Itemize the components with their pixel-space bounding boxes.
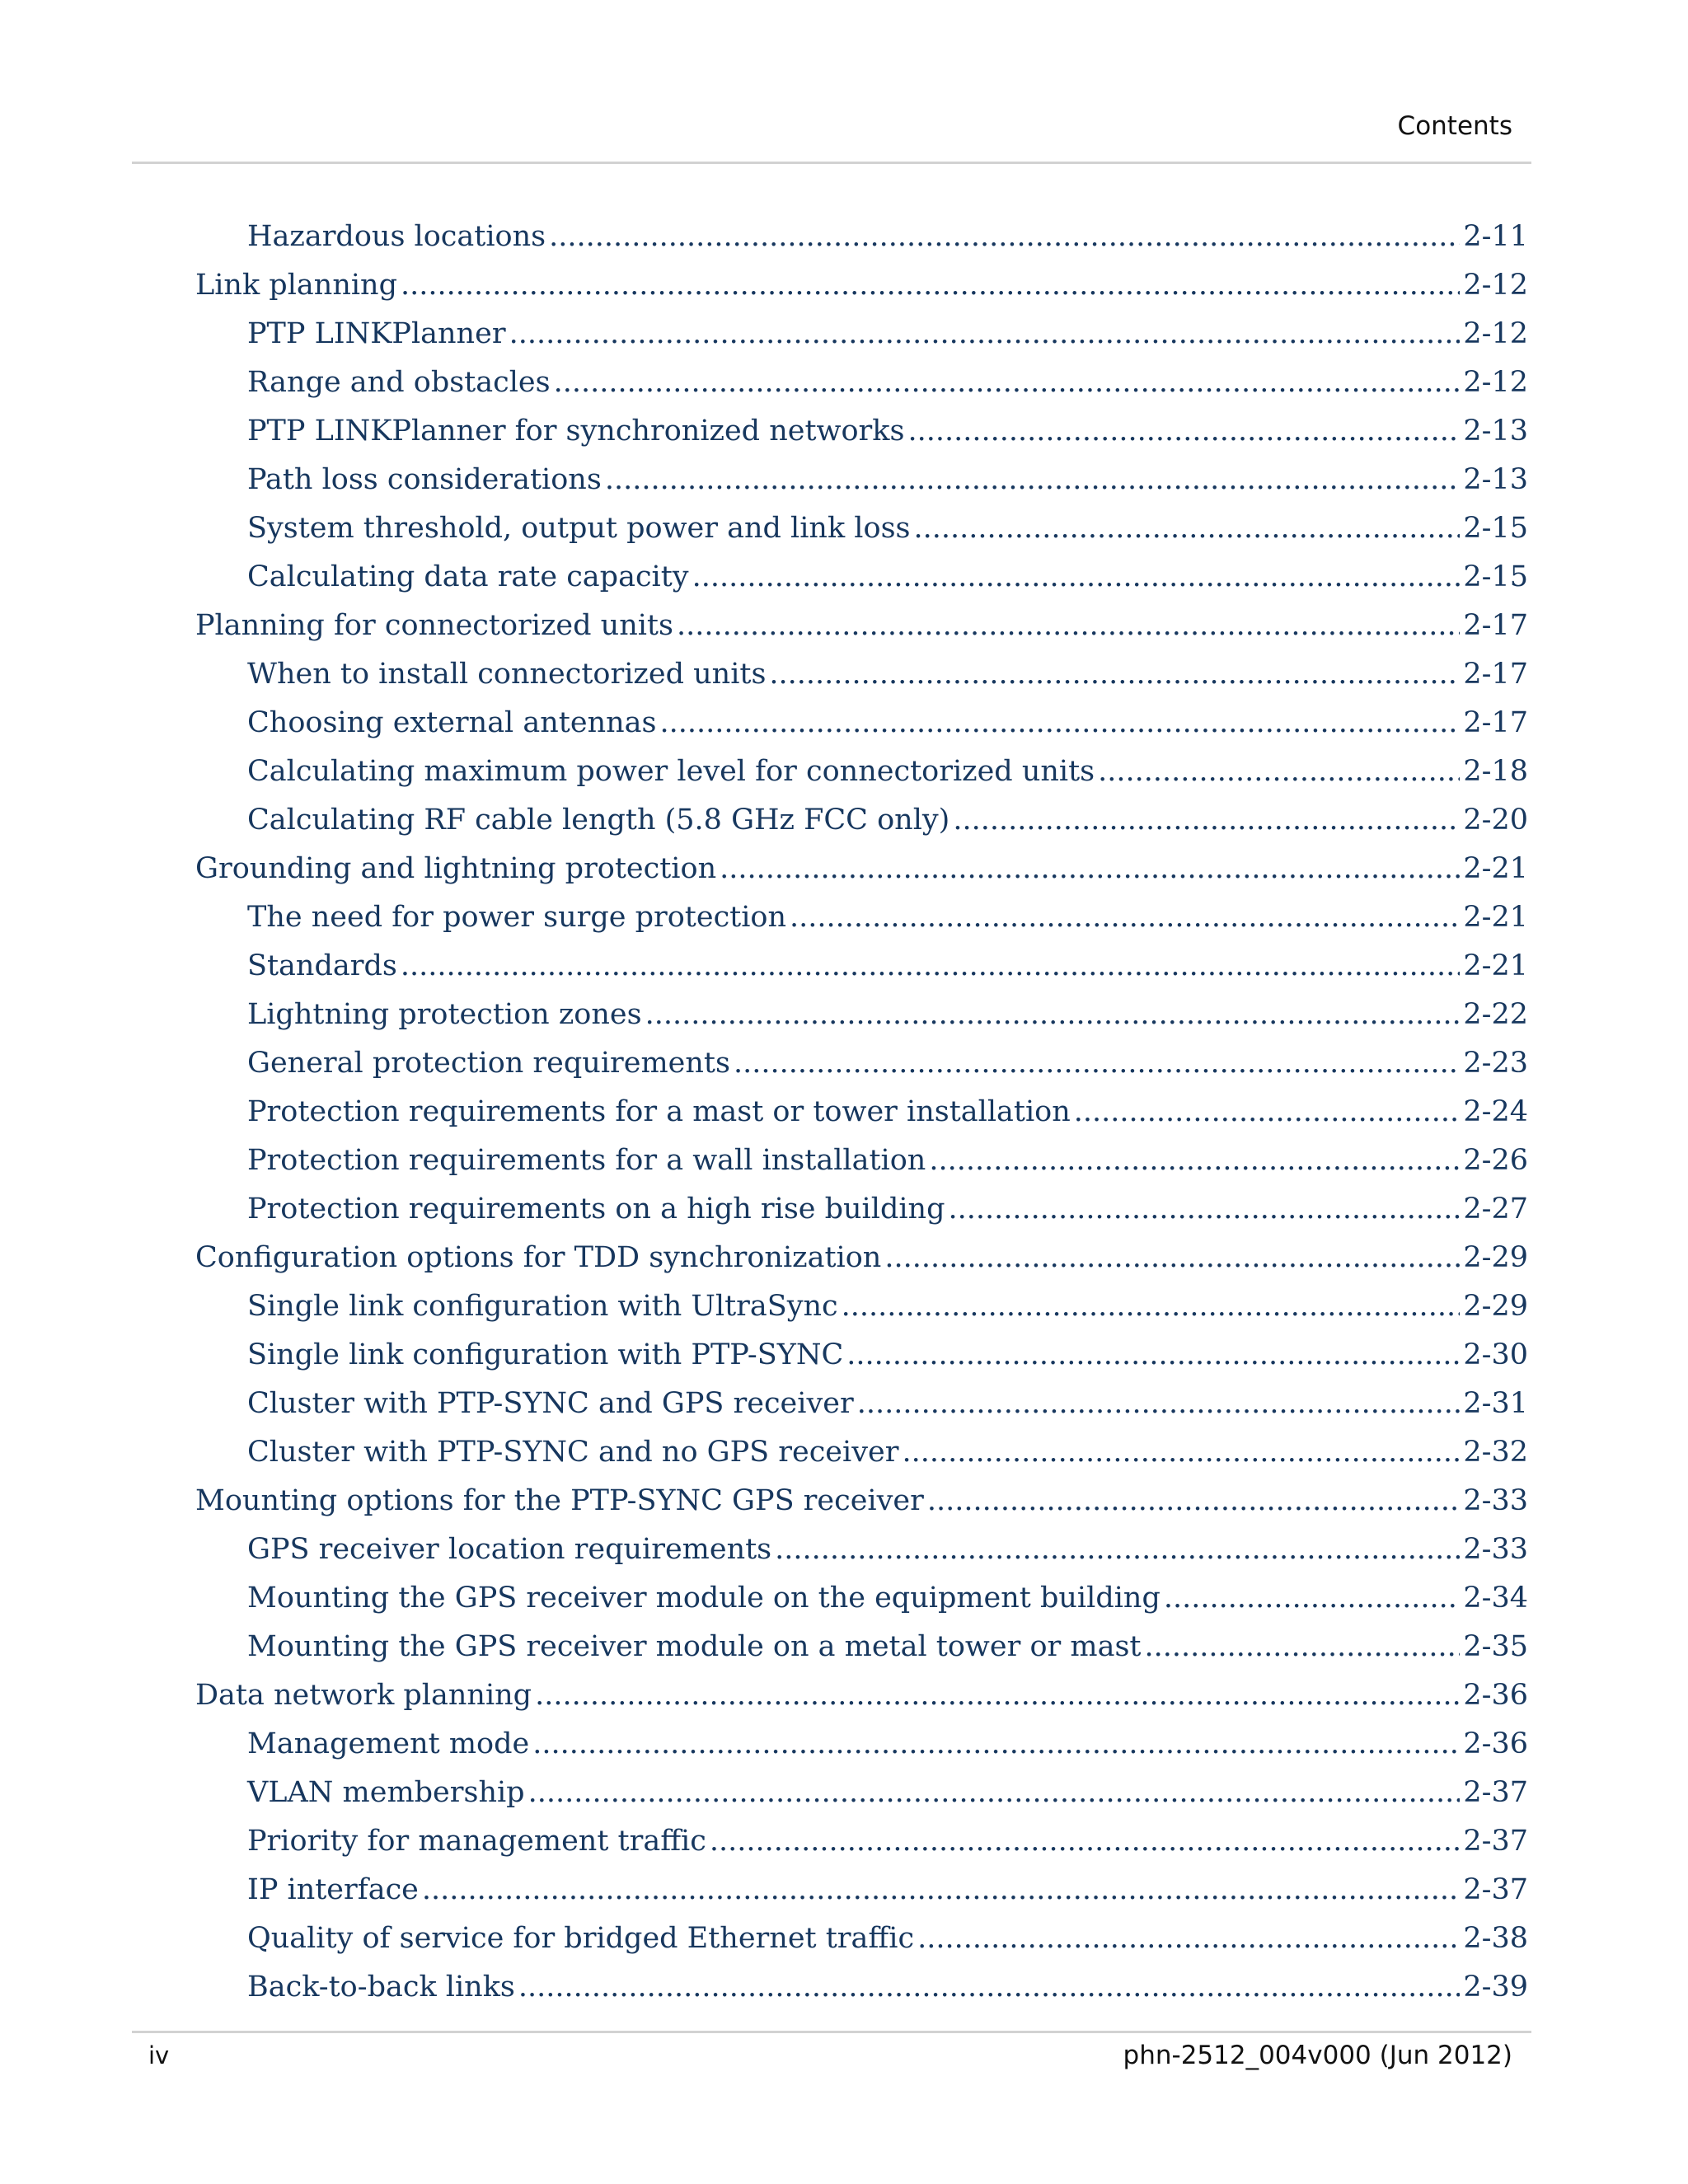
toc-entry[interactable] [195, 602, 1528, 650]
toc-entry[interactable] [195, 1234, 1528, 1282]
toc-entry-title: PTP LINKPlanner for synchronized networks [247, 415, 905, 448]
toc-entry-page: 2-12 [1463, 269, 1528, 302]
toc-entry[interactable] [247, 213, 1528, 261]
toc-dot-leader [710, 1817, 1461, 1866]
toc-entry[interactable] [247, 504, 1528, 553]
toc-entry-title: Calculating data rate capacity [247, 560, 689, 593]
toc-entry[interactable] [247, 1380, 1528, 1428]
toc-entry-page: 2-34 [1463, 1582, 1528, 1615]
toc-entry-page: 2-21 [1463, 852, 1528, 885]
toc-entry-title: Cluster with PTP-SYNC and no GPS receiver [247, 1436, 899, 1469]
toc-entry[interactable] [247, 1623, 1528, 1671]
toc-entry-page: 2-33 [1463, 1484, 1528, 1517]
toc-entry-page: 2-12 [1463, 366, 1528, 399]
toc-entry-title: Quality of service for bridged Ethernet traffic [247, 1922, 915, 1955]
toc-entry-title: Link planning [195, 269, 397, 302]
toc-entry-title: Mounting options for the PTP-SYNC GPS receiver [195, 1484, 924, 1517]
toc-entry[interactable] [247, 893, 1528, 942]
toc-entry-page: 2-33 [1463, 1533, 1528, 1566]
toc-entry-title: IP interface [247, 1873, 419, 1906]
toc-dot-leader [884, 1234, 1460, 1282]
toc-entry-title: PTP LINKPlanner [247, 317, 506, 350]
toc-entry-title: System threshold, output power and link loss [247, 512, 911, 545]
toc-dot-leader [422, 1866, 1460, 1915]
toc-entry-page: 2-39 [1463, 1971, 1528, 2004]
toc-entry-title: When to install connectorized units [247, 658, 767, 691]
toc-dot-leader [846, 1331, 1460, 1380]
toc-entry-title: Back-to-back links [247, 1971, 515, 2004]
toc-entry-title: Calculating RF cable length (5.8 GHz FCC only) [247, 804, 950, 837]
toc-entry-page: 2-17 [1463, 609, 1528, 642]
toc-dot-leader [401, 261, 1460, 310]
toc-dot-leader [535, 1671, 1460, 1720]
toc-entry-page: 2-37 [1463, 1776, 1528, 1809]
toc-entry-page: 2-36 [1463, 1727, 1528, 1760]
toc-entry-page: 2-13 [1463, 415, 1528, 448]
toc-dot-leader [775, 1526, 1460, 1574]
toc-entry[interactable] [247, 1526, 1528, 1574]
toc-dot-leader [677, 602, 1460, 650]
toc-entry-page: 2-29 [1463, 1290, 1528, 1323]
toc-entry-page: 2-30 [1463, 1338, 1528, 1371]
toc-entry-page: 2-12 [1463, 317, 1528, 350]
toc-entry[interactable] [247, 310, 1528, 359]
toc-entry[interactable] [247, 991, 1528, 1039]
footer-page-number: iv [148, 2041, 170, 2069]
toc-entry-page: 2-24 [1463, 1095, 1528, 1128]
toc-dot-leader [518, 1963, 1460, 2012]
toc-entry-title: Configuration options for TDD synchronization [195, 1241, 882, 1274]
toc-dot-leader [1098, 748, 1460, 796]
toc-entry[interactable] [247, 1963, 1528, 2012]
toc-entry-page: 2-21 [1463, 949, 1528, 982]
toc-entry-title: Mounting the GPS receiver module on the equipment building [247, 1582, 1160, 1615]
toc-entry-title: Standards [247, 949, 397, 982]
toc-entry-page: 2-35 [1463, 1630, 1528, 1663]
toc-entry-page: 2-21 [1463, 901, 1528, 934]
toc-entry[interactable] [247, 748, 1528, 796]
toc-entry-title: General protection requirements [247, 1047, 730, 1080]
toc-entry[interactable] [247, 456, 1528, 504]
toc-dot-leader [917, 1915, 1460, 1963]
toc-entry[interactable] [247, 407, 1528, 456]
toc-dot-leader [720, 845, 1460, 893]
toc-dot-leader [401, 942, 1461, 991]
header-rule [132, 162, 1531, 164]
toc-entry-title: GPS receiver location requirements [247, 1533, 772, 1566]
toc-dot-leader [532, 1720, 1460, 1769]
toc-dot-leader [927, 1477, 1461, 1526]
toc-dot-leader [554, 359, 1461, 407]
toc-entry[interactable] [247, 1282, 1528, 1331]
toc-dot-leader [842, 1282, 1461, 1331]
toc-dot-leader [914, 504, 1461, 553]
toc-dot-leader [857, 1380, 1461, 1428]
footer-doc-id: phn-2512_004v000 (Jun 2012) [1123, 2041, 1512, 2070]
footer-rule [132, 2031, 1531, 2033]
toc-entry-title: VLAN membership [247, 1776, 525, 1809]
toc-dot-leader [734, 1039, 1460, 1088]
toc-entry[interactable] [247, 1915, 1528, 1963]
toc-entry-page: 2-20 [1463, 804, 1528, 837]
toc-entry[interactable] [195, 261, 1528, 310]
toc-entry[interactable] [247, 553, 1528, 602]
toc-entry[interactable] [247, 650, 1528, 699]
toc-entry-title: Cluster with PTP-SYNC and GPS receiver [247, 1387, 854, 1420]
toc-entry-title: Grounding and lightning protection [195, 852, 717, 885]
toc-dot-leader [953, 796, 1460, 845]
toc-entry-title: The need for power surge protection [247, 901, 787, 934]
toc-entry-title: Priority for management traffic [247, 1825, 706, 1858]
toc-entry[interactable] [247, 796, 1528, 845]
toc-entry[interactable] [247, 1720, 1528, 1769]
toc-dot-leader [907, 407, 1460, 456]
toc-entry-page: 2-22 [1463, 998, 1528, 1031]
toc-entry-page: 2-17 [1463, 706, 1528, 739]
toc-entry-page: 2-37 [1463, 1825, 1528, 1858]
toc-entry[interactable] [195, 1477, 1528, 1526]
toc-entry-page: 2-37 [1463, 1873, 1528, 1906]
toc-dot-leader [1074, 1088, 1461, 1137]
toc-entry-title: Calculating maximum power level for connectorized units [247, 755, 1095, 788]
toc-dot-leader [902, 1428, 1460, 1477]
toc-entry-title: Path loss considerations [247, 463, 602, 496]
toc-entry-page: 2-29 [1463, 1241, 1528, 1274]
header-title: Contents [1397, 111, 1512, 141]
toc-entry[interactable] [247, 1137, 1528, 1185]
toc-entry[interactable] [247, 699, 1528, 748]
toc-dot-leader [605, 456, 1461, 504]
toc-entry-title: Data network planning [195, 1679, 532, 1712]
toc-entry-title: Single link configuration with UltraSync [247, 1290, 838, 1323]
toc-dot-leader [645, 991, 1461, 1039]
toc-entry[interactable] [247, 1039, 1528, 1088]
toc-entry-title: Lightning protection zones [247, 998, 642, 1031]
toc-entry[interactable] [247, 1817, 1528, 1866]
toc-entry-title: Protection requirements on a high rise building [247, 1193, 945, 1226]
toc-entry[interactable] [195, 845, 1528, 893]
toc-entry-title: Hazardous locations [247, 220, 546, 253]
toc-entry-page: 2-15 [1463, 560, 1528, 593]
toc-entry-page: 2-18 [1463, 755, 1528, 788]
toc-entry[interactable] [247, 942, 1528, 991]
toc-entry-title: Protection requirements for a wall installation [247, 1144, 926, 1177]
toc-entry-page: 2-13 [1463, 463, 1528, 496]
toc-entry-title: Choosing external antennas [247, 706, 657, 739]
toc-entry-title: Planning for connectorized units [195, 609, 673, 642]
toc-entry-page: 2-27 [1463, 1193, 1528, 1226]
toc-entry-page: 2-23 [1463, 1047, 1528, 1080]
toc-entry-page: 2-26 [1463, 1144, 1528, 1177]
toc-entry[interactable] [247, 1769, 1528, 1817]
toc-entry[interactable] [247, 359, 1528, 407]
toc-entry-page: 2-36 [1463, 1679, 1528, 1712]
toc-entry-page: 2-15 [1463, 512, 1528, 545]
toc-dot-leader [692, 553, 1461, 602]
toc-entry-title: Protection requirements for a mast or tower installation [247, 1095, 1071, 1128]
toc-entry-page: 2-31 [1463, 1387, 1528, 1420]
toc-dot-leader [769, 650, 1460, 699]
toc-entry-title: Range and obstacles [247, 366, 551, 399]
toc-entry[interactable] [247, 1866, 1528, 1915]
toc-dot-leader [1144, 1623, 1460, 1671]
toc-entry-page: 2-11 [1463, 220, 1528, 253]
toc-entry[interactable] [247, 1088, 1528, 1137]
toc-dot-leader [949, 1185, 1461, 1234]
toc-entry-title: Management mode [247, 1727, 530, 1760]
toc-entry[interactable] [247, 1428, 1528, 1477]
toc-entry-page: 2-38 [1463, 1922, 1528, 1955]
toc-entry-page: 2-32 [1463, 1436, 1528, 1469]
toc-entry[interactable] [247, 1574, 1528, 1623]
toc-entry[interactable] [195, 1671, 1528, 1720]
toc-dot-leader [549, 213, 1460, 261]
toc-dot-leader [929, 1137, 1460, 1185]
toc-dot-leader [659, 699, 1460, 748]
toc-entry-title: Single link configuration with PTP-SYNC [247, 1338, 844, 1371]
toc-entry-title: Mounting the GPS receiver module on a metal tower or mast [247, 1630, 1142, 1663]
toc-dot-leader [509, 310, 1461, 359]
toc-entry[interactable] [247, 1185, 1528, 1234]
toc-entry-page: 2-17 [1463, 658, 1528, 691]
toc-entry[interactable] [247, 1331, 1528, 1380]
toc-dot-leader [790, 893, 1460, 942]
toc-dot-leader [528, 1769, 1461, 1817]
toc-dot-leader [1164, 1574, 1460, 1623]
